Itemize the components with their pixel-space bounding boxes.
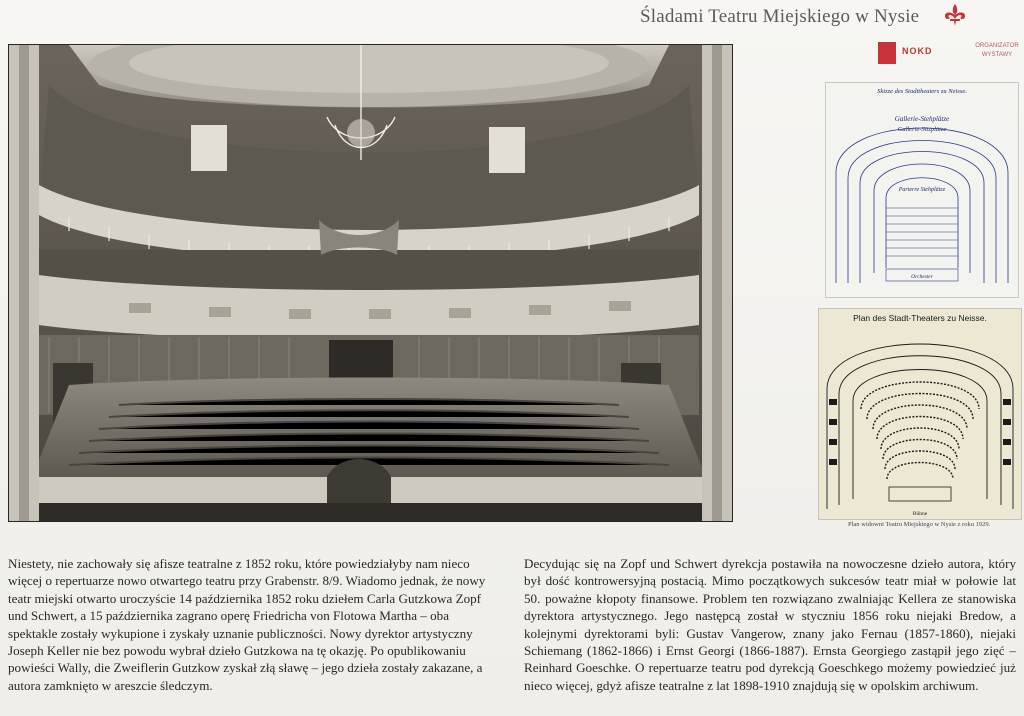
theatre-photo-drawing [9,45,732,521]
sketch2-bottom-label: Bühne [912,511,928,517]
board-title: Śladami Teatru Miejskiego w Nysie [640,6,920,27]
text-column-left [8,555,498,694]
sponsor-logos [876,40,1024,66]
theatre-interior-photo [8,44,733,522]
sponsor-logo-text: NOKD [902,46,933,56]
sketch1-orchestra-label: Orchester [911,274,933,280]
sketch1-parterre-label: Parterre Stehplätze [898,187,946,193]
seating-plan-caption: Plan widowni Teatru Miejskiego w Nysie z roku 1929. [848,521,991,528]
theatre-sketch-plan [825,82,1019,298]
text-column-right [524,555,1016,694]
sketch1-title: Skizze des Stadttheaters zu Neisse. [877,88,967,95]
sketch1-gallery2-label: Gallerie-Sitzplätze [897,126,947,133]
sponsor-logo-red [878,42,896,64]
sketch2-title: Plan des Stadt-Theaters zu Neisse. [853,313,987,323]
organizer-label: ORGANIZATOR WYSTAWY [975,43,1019,58]
theatre-seating-plan [818,308,1022,520]
sketch-plan-drawing [826,83,1018,297]
seating-plan-drawing [819,309,1021,519]
paragraph-left: Niestety, nie zachowały się afisze teatralne z 1852 roku, które powiedziałyby nam nieco więcej o repertuarze nowo otwartego teatru przy Grabenstr. 8/9. Wiadomo jednak, że nowy teatr miejski otwarto uroczyście 14 października 1852 roku dziełem Carla Gutzkowa Zopf und Schwert, a 15 października zagrano operę Friedricha von Flotowa Martha – oba spektakle zostały wykupione i zyskały uznanie publiczności. Nowy dyrektor artystyczny Joseph Keller nie bez powodu wybrał dzieło Gutzkowa na tę okazję. Po opublikowaniu powieści Wally, die Zweiflerin Gutzkow zyskał złą sławę – jego dzieła zostały zakazane, a autora zamknięto w areszcie śledczym. [8,556,486,693]
paragraph-right: Decydując się na Zopf und Schwert dyrekcja postawiła na nowoczesne dzieło autora, który był dość kontrowersyjną postacią. Mimo początkowych sukcesów teatr miał w połowie lat 50. poważne kłopoty finansowe. Problem ten rozwiązano zwalniając Kellera ze stanowiska dyrektora artystycznego. Jego następcą został w styczniu 1856 roku niejaki Bredow, a kolejnymi dyrektorami byli: Gustav Vangerow, znany jako Fernau (1857-1860), niejaki Schiemang (1862-1866) i Ernst Georgi (1866-1887). Ernsta Georgiego zastąpił jego zięć – Reinhard Goeschke. O repertuarze teatru pod dyrekcją Goeschkego możemy powiedzieć już nieco więcej, gdyż afisze teatralne z lat 1898-1910 znajdują się w opolskim archiwum. [524,556,1016,693]
fleur-de-lis-icon [942,2,968,28]
sketch1-gallery-label: Gallerie-Stehplätze [894,115,950,123]
